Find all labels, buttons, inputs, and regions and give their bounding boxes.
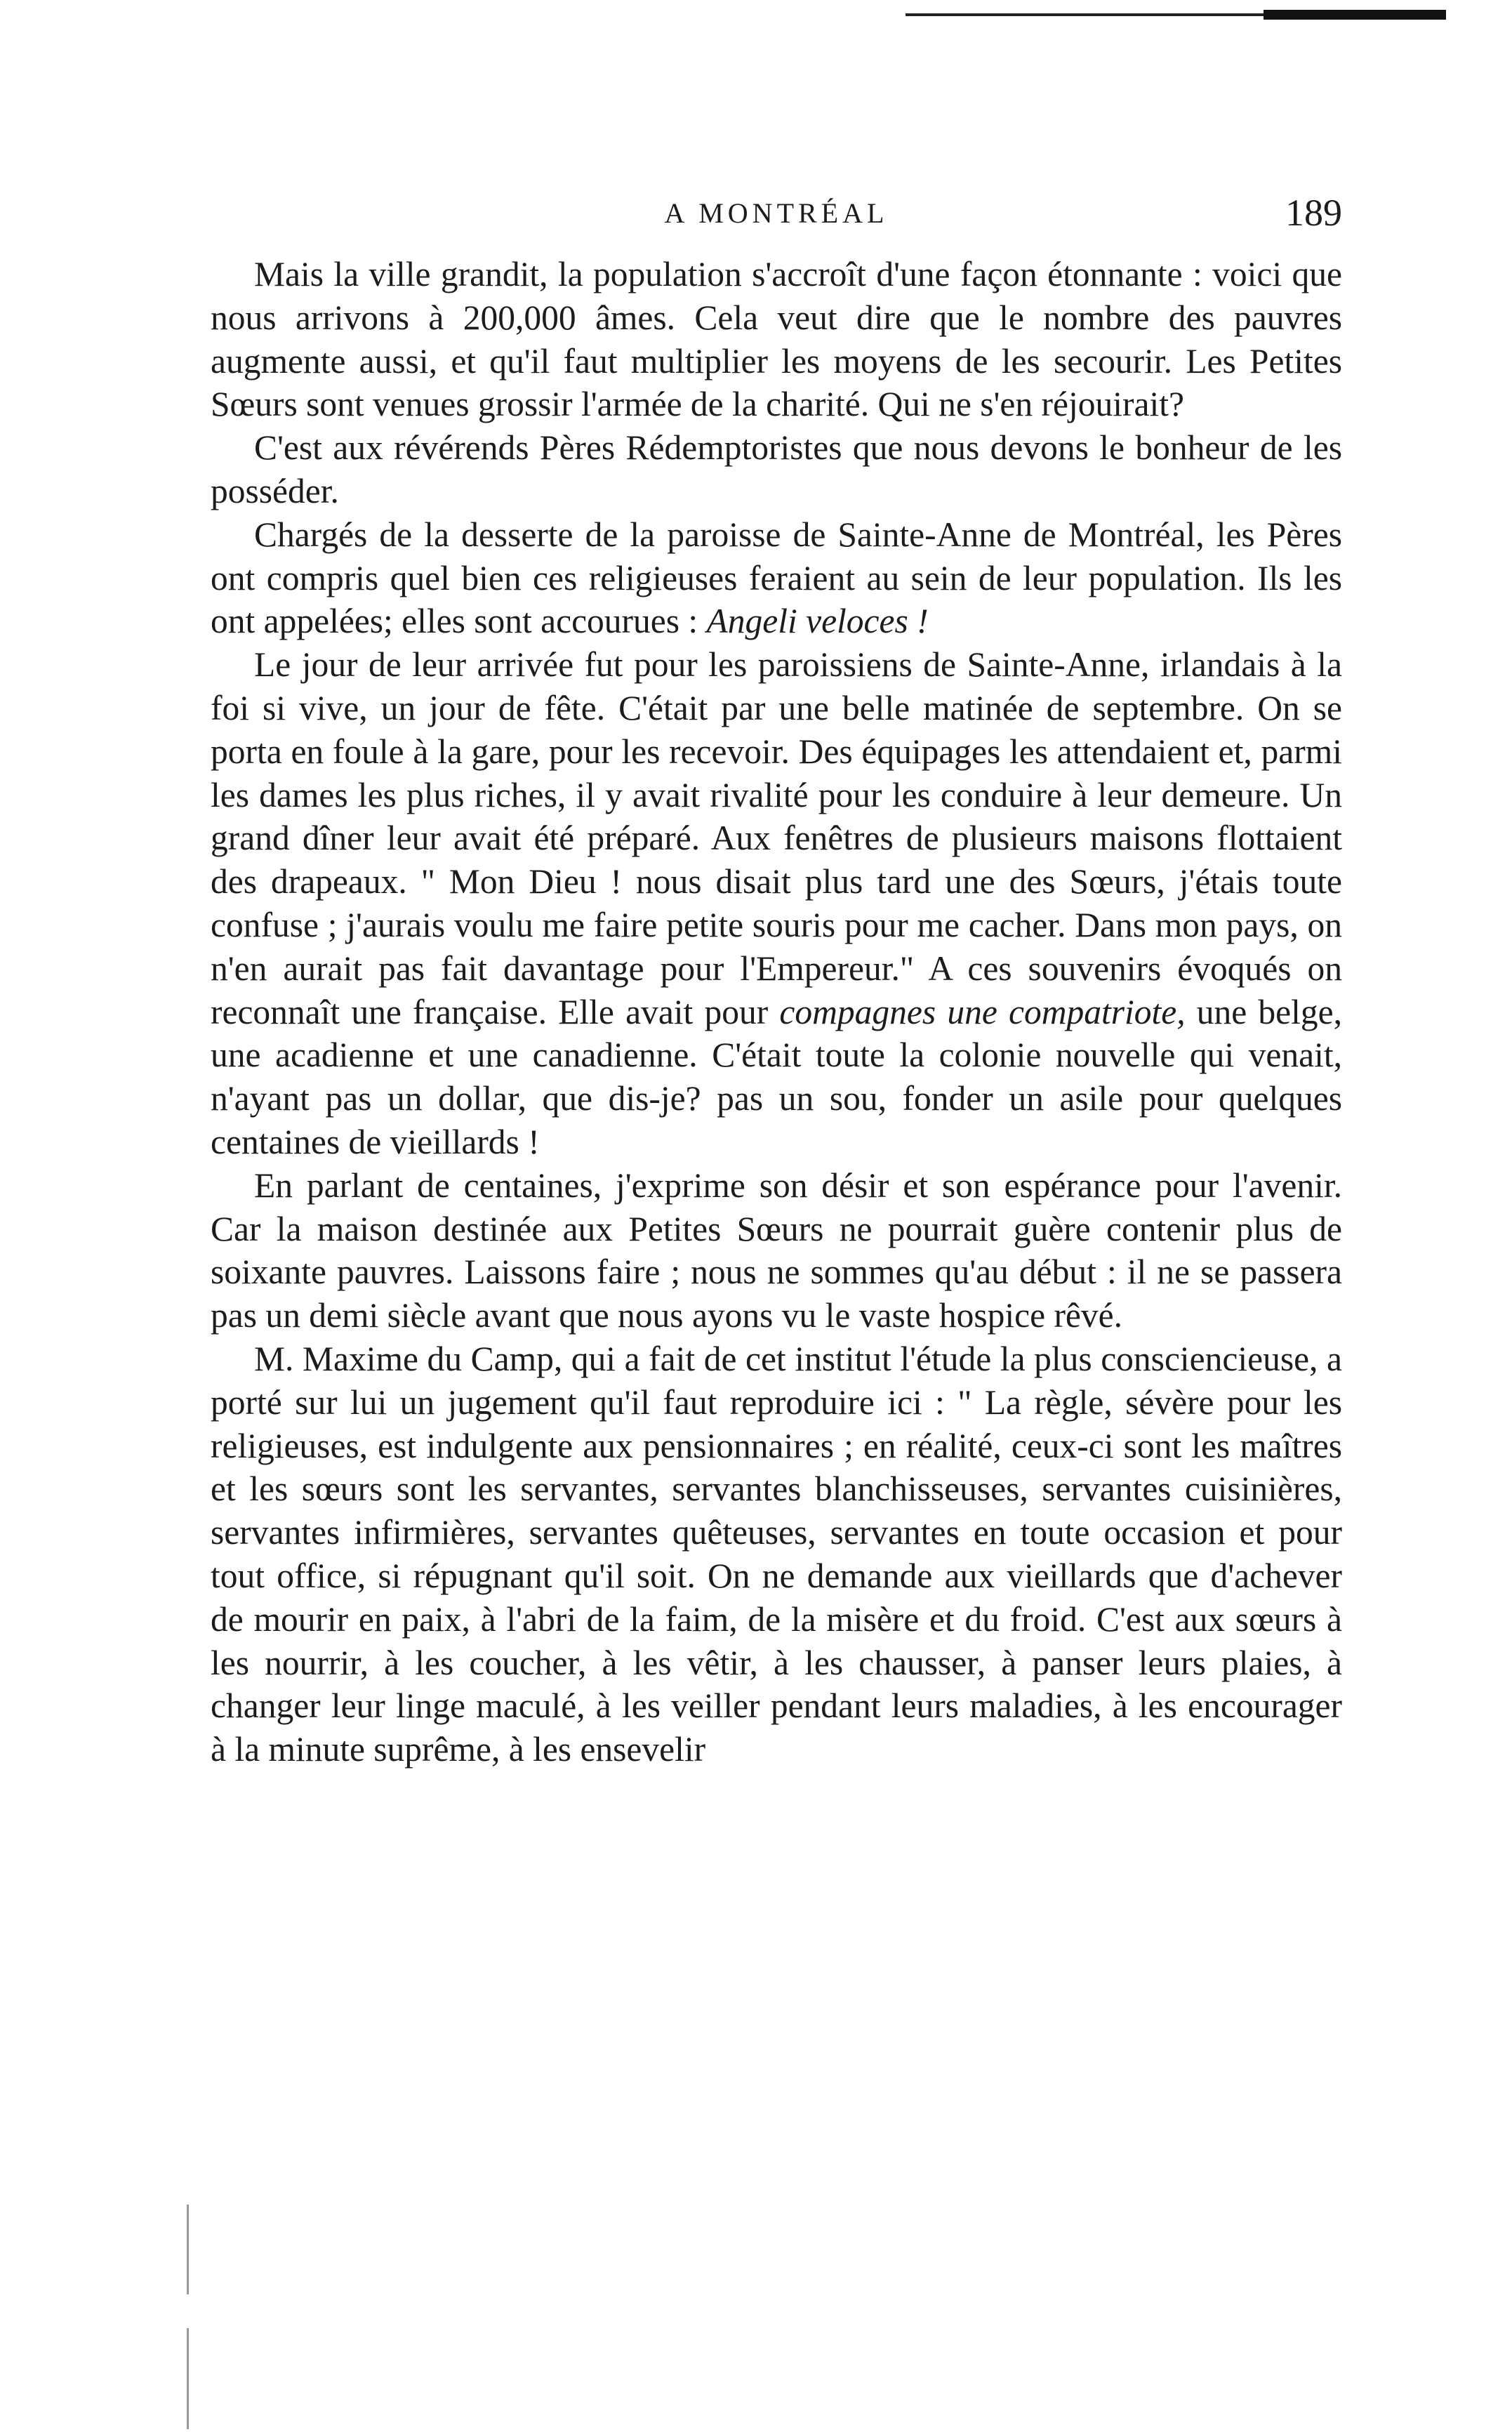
paragraph-sainte-anne [211,513,1342,643]
paragraph-city-growth: Mais la ville grandit, la population s'accroît d'une façon étonnante : voici que nous arrivons à 200,000 âmes. Cela veut dire que le nombre des pauvres augmente aussi, et qu'il faut multiplier les moyens de les secourir. Les Petites Sœurs sont venues grossir l'armée de la charité. Qui ne s'en réjouirait? [211,255,1342,424]
paragraph-redemptorists: C'est aux révérends Pères Rédemptoristes que nous devons le bonheur de les posséder. [211,428,1342,510]
latin-quote: Angeli veloces ! [706,602,929,641]
paragraph-arrival [211,643,1342,1164]
top-edge-rule [906,10,1446,20]
running-head [211,192,1342,253]
margin-scan-mark [187,2205,189,2429]
book-page [211,192,1343,1771]
paragraph-arrival-text: Le jour de leur arrivée fut pour les paroissiens de Sainte-Anne, irlandais à la foi si vive, un jour de fête. C'était par une belle matinée de septembre. On se porta en foule à la gare, pour les recevoir. Des équipages les attendaient et, parmi les dames les plus riches, il y avait rivalité pour les conduire à leur demeure. Un grand dîner leur avait été préparé. Aux fenêtres de plusieurs maisons flottaient des drapeaux. " Mon Dieu ! nous disait plus tard une des Sœurs, j'étais toute confuse ; j'aurais voulu me faire petite souris pour me cacher. Dans mon pays, on n'en aurait pas fait davantage pour l'Empereur." A ces souvenirs évoqués on reconnaît une française. Elle avait pour [211,645,1342,1031]
page-number: 189 [1285,192,1342,234]
running-title: A MONTRÉAL [664,197,889,229]
companions-phrase: compagnes une compatriote, [779,992,1186,1031]
paragraph-maxime-du-camp: M. Maxime du Camp, qui a fait de cet institut l'étude la plus consciencieuse, a porté sur lui un jugement qu'il faut reproduire ici : " La règle, sévère pour les religieuses, est indulgente aux pensionnaires ; en réalité, ceux-ci sont les maîtres et les sœurs sont les servantes, servantes blanchisseuses, servantes cuisinières, servantes infirmières, servantes quêteuses, servantes en toute occasion et pour tout office, si répugnant qu'il soit. On ne demande aux vieillards que d'achever de mourir en paix, à l'abri de la faim, de la misère et du froid. C'est aux sœurs à les nourrir, à les coucher, à les vêtir, à les chausser, à panser leurs plaies, à changer leur linge maculé, à les veiller pendant leurs maladies, à les encourager à la minute suprême, à les ensevelir [211,1339,1342,1769]
paragraph-arrival-end: une belge, une acadienne et une canadienne. C'était toute la colonie nouvelle qui venait, n'ayant pas un dollar, que dis-je? pas un sou, fonder un asile pour quelques centaines de vieillards ! [211,992,1343,1161]
paragraph-sainte-anne-text: Chargés de la desserte de la paroisse de Sainte-Anne de Montréal, les Pères ont compris quel bien ces religieuses feraient au sein de leur population. Ils les ont appelées; elles sont accourues : [211,515,1342,641]
paragraph-hundreds: En parlant de centaines, j'exprime son désir et son espérance pour l'avenir. Car la maison destinée aux Petites Sœurs ne pourrait guère contenir plus de soixante pauvres. Laissons faire ; nous ne sommes qu'au début : il ne se passera pas un demi siècle avant que nous ayons vu le vaste hospice rêvé. [211,1165,1342,1335]
